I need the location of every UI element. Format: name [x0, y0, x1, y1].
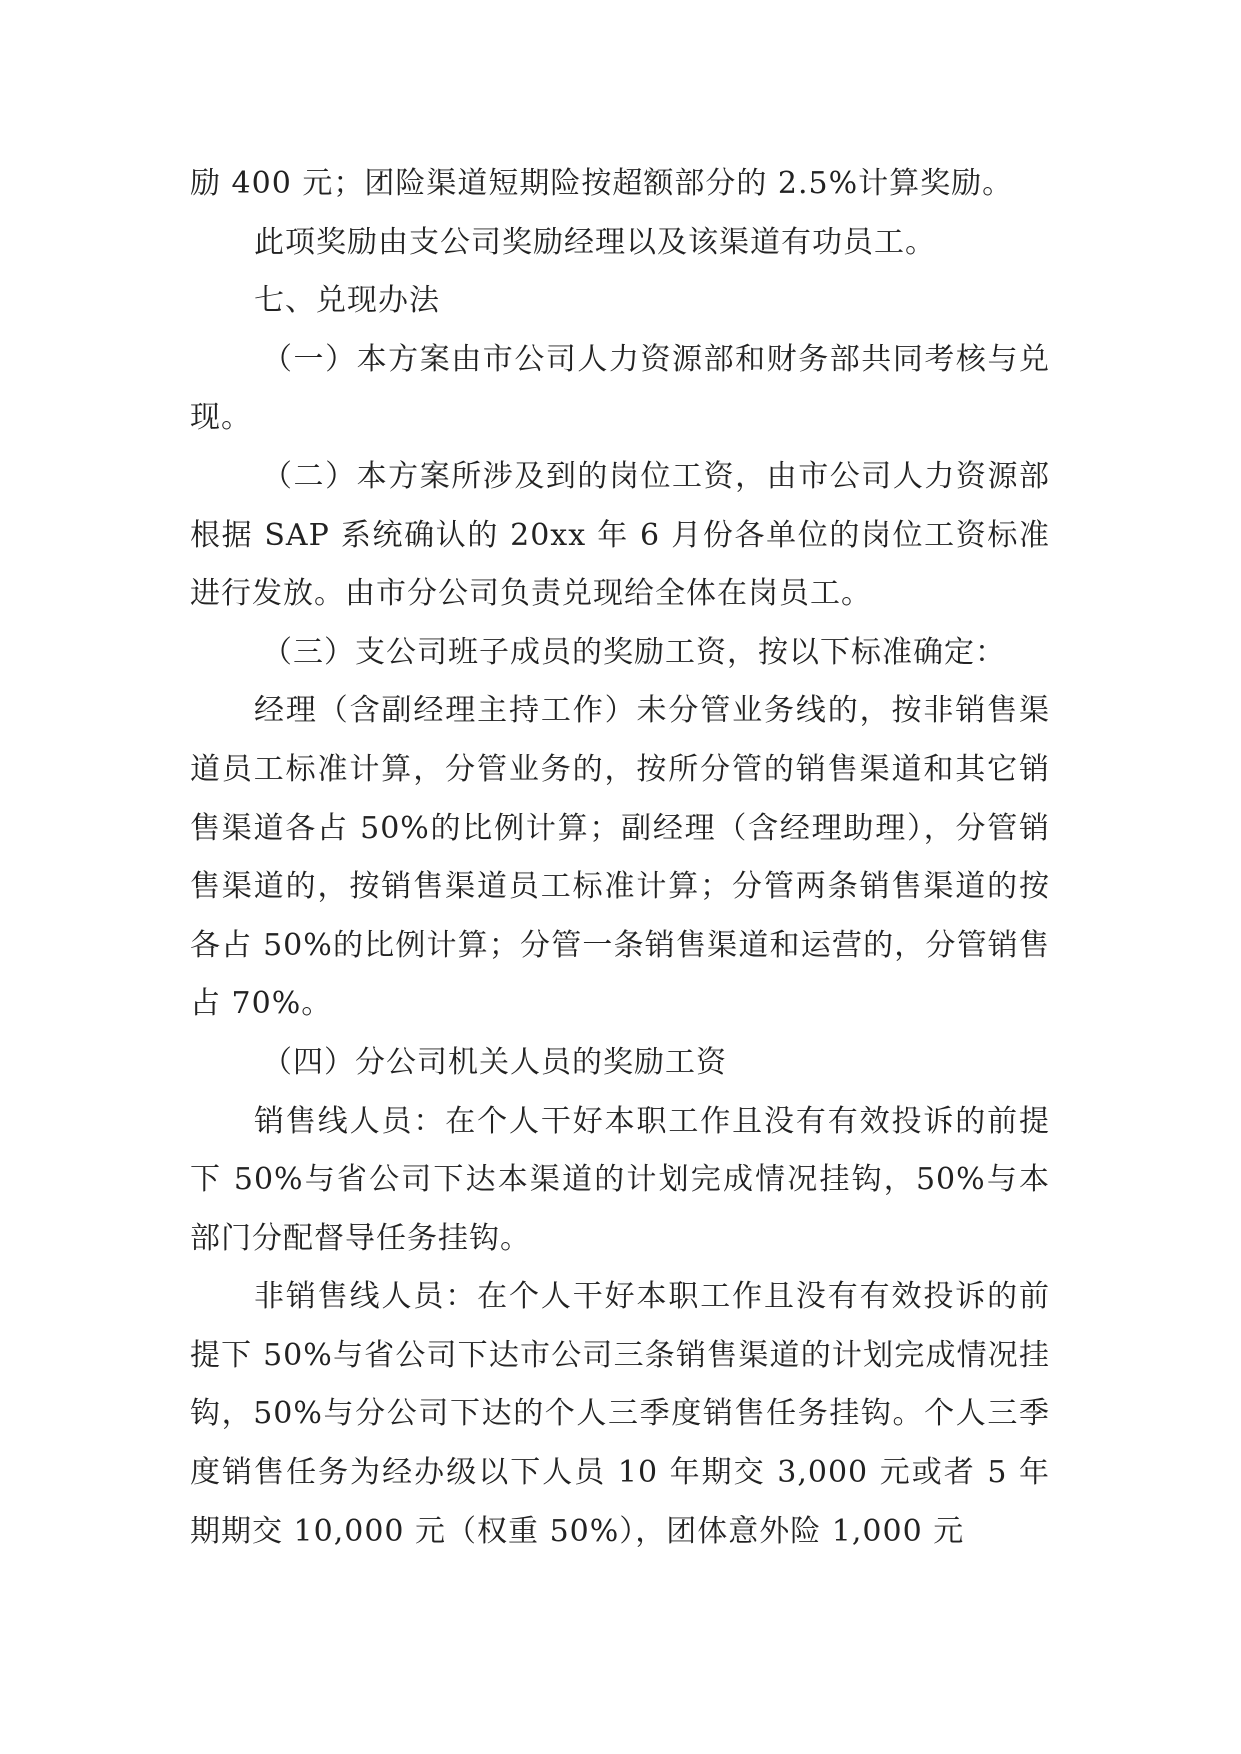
paragraph-item-1: （一）本方案由市公司人力资源部和财务部共同考核与兑现。	[190, 341, 1050, 436]
paragraph-sales-staff: 销售线人员：在个人干好本职工作且没有有效投诉的前提下 50%与省公司下达本渠道的计划完成情况挂钩，50%与本部门分配督导任务挂钩。	[190, 1103, 1050, 1256]
paragraph-item-2: （二）本方案所涉及到的岗位工资，由市公司人力资源部根据 SAP 系统确认的 20xx 年 6 月份各单位的岗位工资标准进行发放。由市分公司负责兑现给全体在岗员工。	[190, 458, 1050, 612]
paragraph-item-4: （四）分公司机关人员的奖励工资	[262, 1044, 727, 1080]
paragraph-non-sales-staff: 非销售线人员：在个人干好本职工作且没有有效投诉的前提下 50%与省公司下达市公司三条销售渠道的计划完成情况挂钩，50%与分公司下达的个人三季度销售任务挂钩。个人三季度销售任务为经办级以下人员 10 年期交 3,000 元或者 5 年期期交 10,000 元（权重 50%），团体意外险 1,000 元	[190, 1279, 1050, 1549]
paragraph-2: 此项奖励由支公司奖励经理以及该渠道有功员工。	[254, 224, 936, 260]
document-body	[190, 155, 1050, 1561]
paragraph-manager-rules: 经理（含副经理主持工作）未分管业务线的，按非销售渠道员工标准计算，分管业务的，按所分管的销售渠道和其它销售渠道各占 50%的比例计算；副经理（含经理助理），分管销售渠道的，按销售渠道员工标准计算；分管两条销售渠道的按各占 50%的比例计算；分管一条销售渠道和运营的，分管销售占 70%。	[190, 693, 1050, 1022]
section-heading-7: 七、兑现办法	[254, 283, 440, 319]
paragraph-1: 励 400 元；团险渠道短期险按超额部分的 2.5%计算奖励。	[190, 166, 1014, 201]
paragraph-item-3: （三）支公司班子成员的奖励工资，按以下标准确定：	[262, 634, 1006, 670]
